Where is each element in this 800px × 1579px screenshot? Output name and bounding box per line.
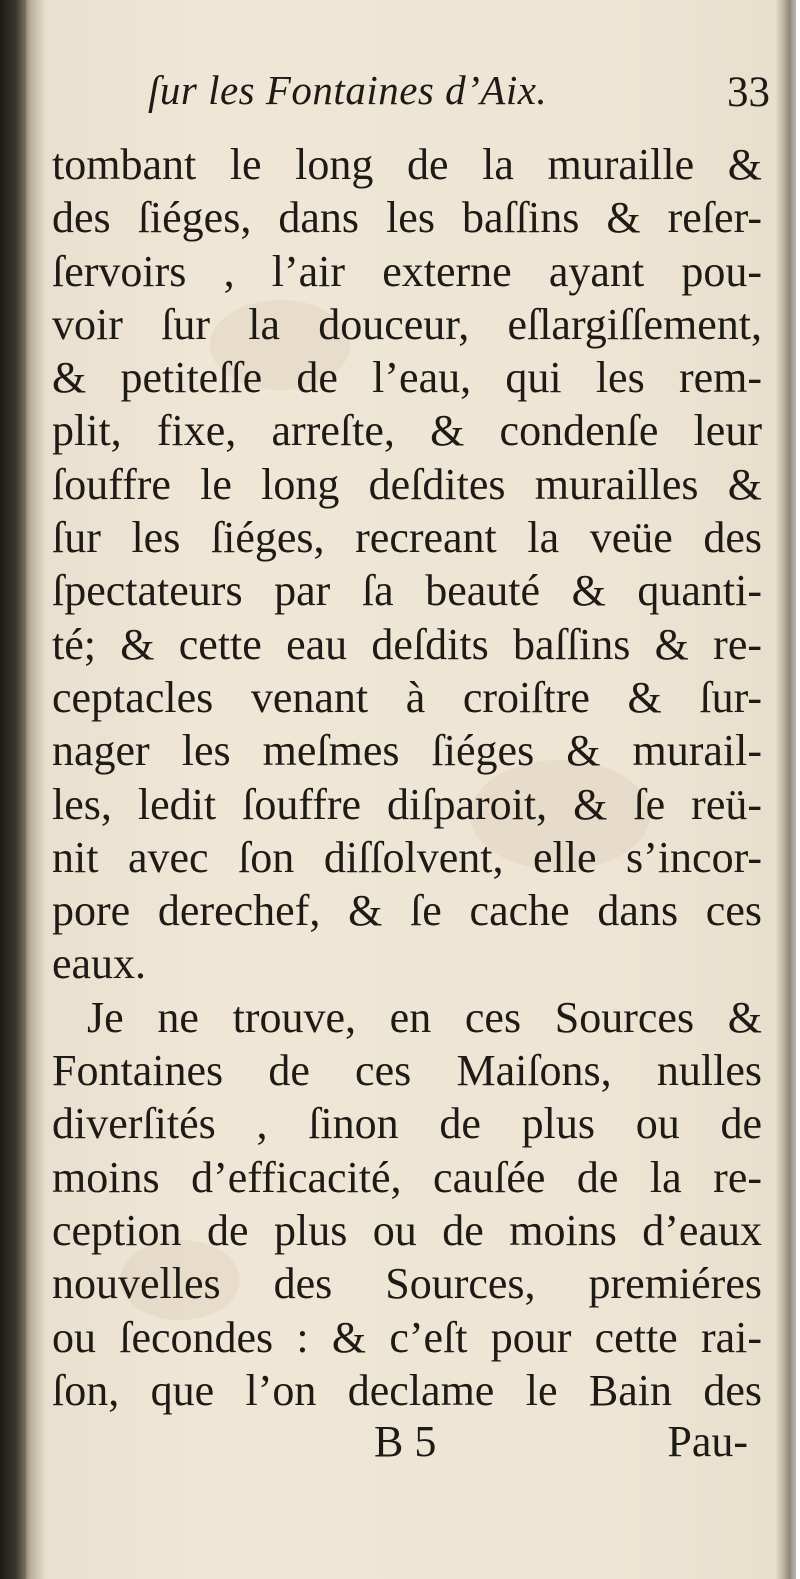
text-line: nit avec ſon diſſolvent, elle s’incor- xyxy=(52,832,762,882)
text-line: diverſités , ſinon de plus ou de xyxy=(52,1099,762,1149)
text-line: plit, fixe, arreſte, & condenſe leur xyxy=(52,406,762,456)
text-line: & petiteſſe de l’eau, qui les rem- xyxy=(52,353,762,403)
text-line: ſon, que l’on declame le Bain des xyxy=(52,1365,762,1415)
page-edge xyxy=(784,0,796,1579)
text-line: té; & cette eau deſdits baſſins & re- xyxy=(52,619,762,669)
page-footer xyxy=(52,1416,762,1472)
text-line: ception de plus ou de moins d’eaux xyxy=(52,1205,762,1255)
text-line: des ſiéges, dans les baſſins & reſer- xyxy=(52,193,762,243)
text-line: nager les meſmes ſiéges & murail- xyxy=(52,726,762,776)
text-line-paragraph-end: eaux. xyxy=(52,939,147,989)
text-line: pore derechef, & ſe cache dans ces xyxy=(52,886,762,936)
text-line: les, ledit ſouffre diſparoit, & ſe reü- xyxy=(52,779,762,829)
text-line: ceptacles venant à croiſtre & ſur- xyxy=(52,672,762,722)
binding-shadow xyxy=(0,0,26,1579)
text-line: nouvelles des Sources, premiéres xyxy=(52,1259,762,1309)
text-line: voir ſur la douceur, eſlargiſſement, xyxy=(52,299,762,349)
text-line: ſouffre le long deſdites murailles & xyxy=(52,459,762,509)
catchword: Pau- xyxy=(667,1417,748,1466)
text-line: moins d’efficacité, cauſée de la re- xyxy=(52,1152,762,1202)
running-title: ſur les Fontaines d’Aix. xyxy=(148,67,548,113)
text-line: ou ſecondes : & c’eſt pour cette rai- xyxy=(52,1312,762,1362)
page-number: 33 xyxy=(727,69,770,116)
page-header xyxy=(130,62,770,132)
body-text xyxy=(52,138,762,1417)
text-line: Fontaines de ces Maiſons, nulles xyxy=(52,1046,762,1096)
signature-mark: B 5 xyxy=(374,1417,437,1466)
text-line: ſpectateurs par ſa beauté & quanti- xyxy=(52,566,762,616)
text-line: ſur les ſiéges, recreant la veüe des xyxy=(52,513,762,563)
text-line: ſervoirs , l’air externe ayant pou- xyxy=(52,246,762,296)
text-line: tombant le long de la muraille & xyxy=(52,140,762,189)
text-line-paragraph-start: Je ne trouve, en ces Sources & xyxy=(87,992,762,1042)
